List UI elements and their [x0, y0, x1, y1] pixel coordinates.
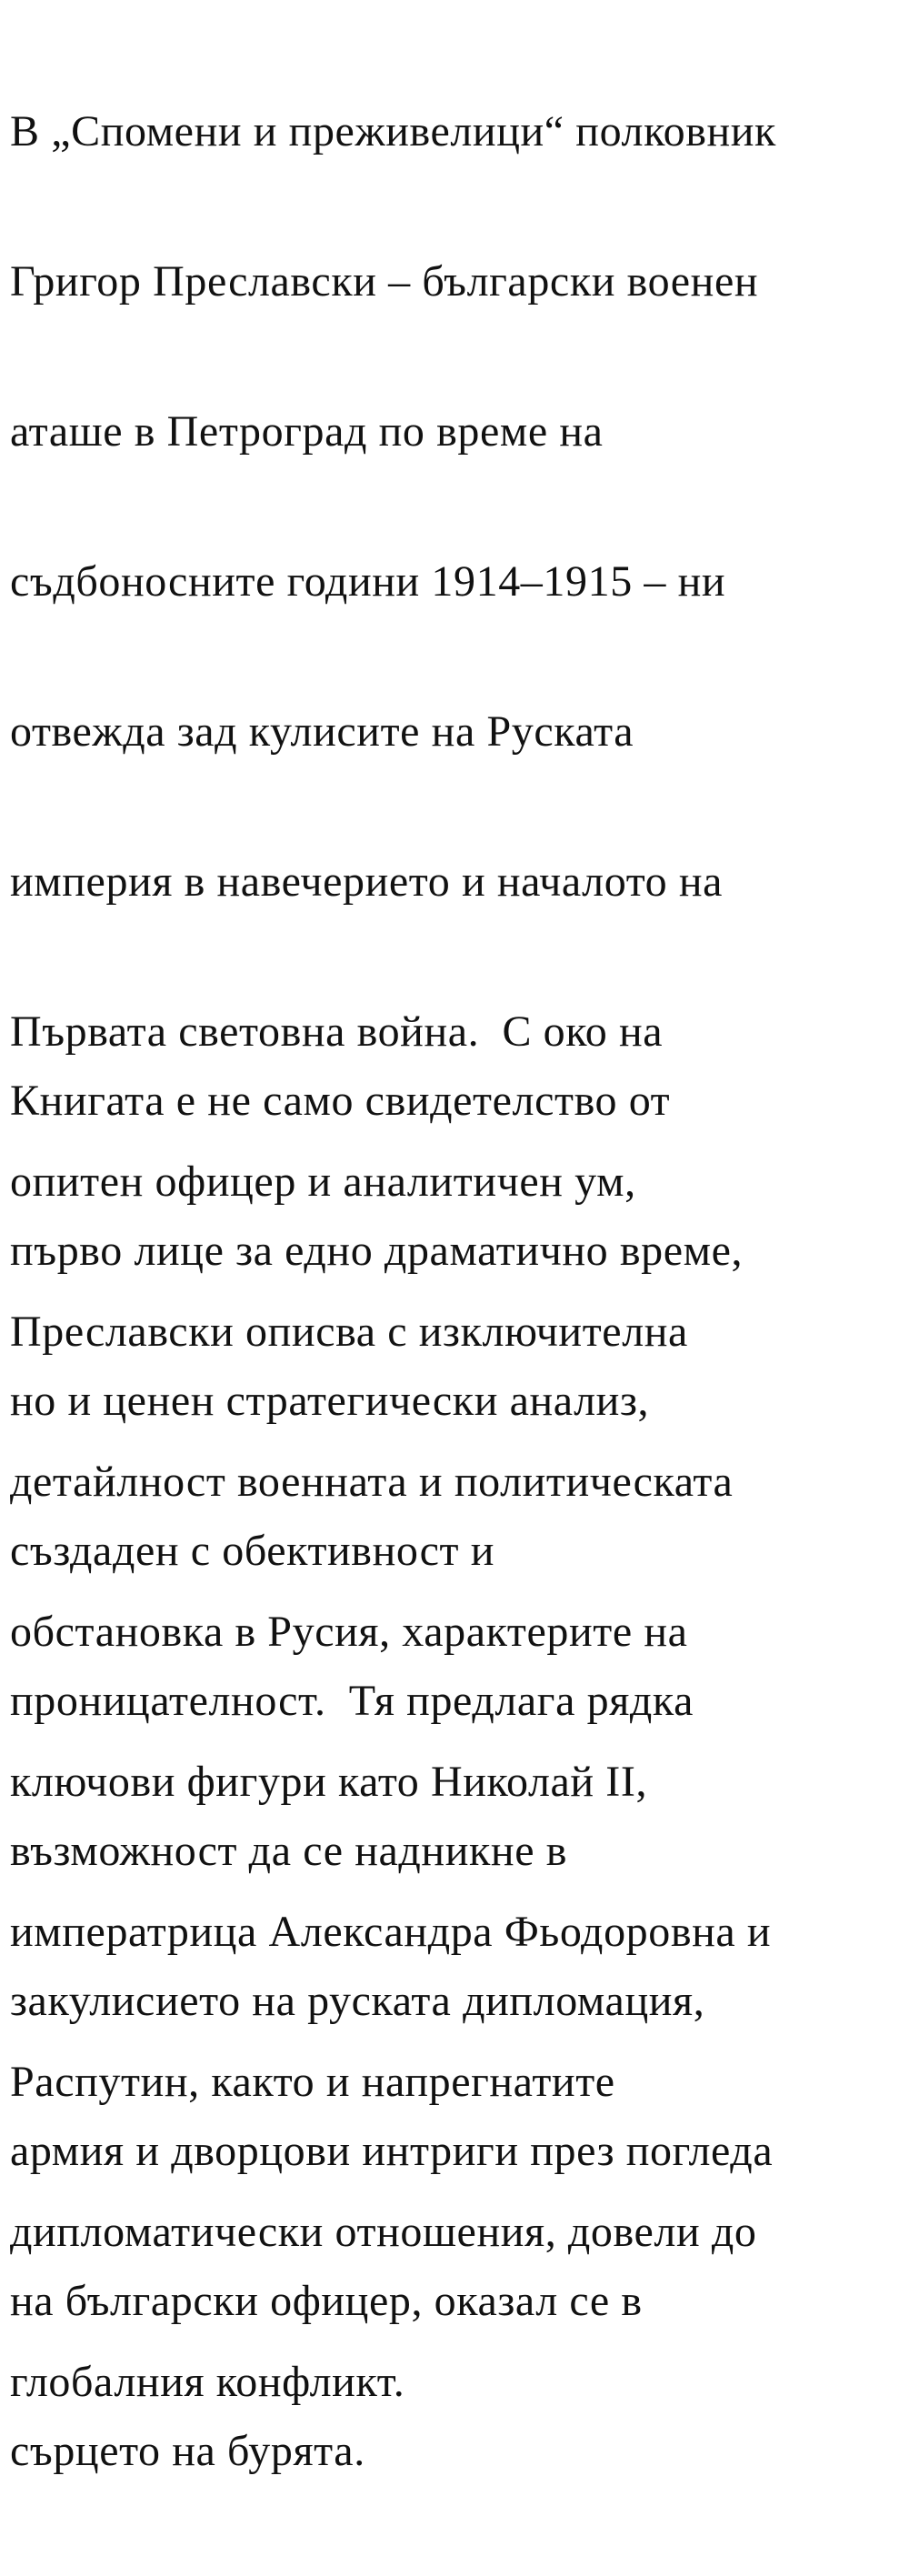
text-line: детайлност военната и политическата [10, 1458, 734, 1506]
text-line: отвежда зад кулисите на Руската [10, 707, 634, 756]
text-line: обстановка в Русия, характерите на [10, 1608, 688, 1656]
text-line: първо лице за едно драматично време, [10, 1227, 744, 1275]
text-line: ключови фигури като Николай II, [10, 1758, 648, 1806]
text-line: съдбоносните години 1914–1915 – ни [10, 557, 726, 606]
text-line: глобалния конфликт. [10, 2358, 405, 2406]
text-line: императрица Александра Фьодоровна и [10, 1908, 772, 1956]
text-line: империя в навечерието и началото на [10, 857, 724, 906]
text-line: опитен офицер и аналитичен ум, [10, 1158, 636, 1206]
text-line: на български офицер, оказал се в [10, 2277, 643, 2325]
text-line: Преславски описва с изключителна [10, 1308, 688, 1356]
text-line: проницателност. Тя предлага рядка [10, 1677, 694, 1725]
text-line: армия и дворцови интриги през погледа [10, 2127, 774, 2175]
text-line: сърцето на бурята. [10, 2427, 365, 2475]
text-line: В „Спомени и преживелици“ полковник [10, 107, 776, 155]
text-line: създаден с обективност и [10, 1527, 495, 1575]
text-line: дипломатически отношения, довели до [10, 2208, 757, 2256]
text-line: но и ценен стратегически анализ, [10, 1377, 650, 1425]
text-line: Първата световна война. С око на [10, 1007, 664, 1056]
paragraph-2 [10, 976, 773, 2576]
text-line: Григор Преславски – български военен [10, 257, 759, 306]
text-line: закулисието на руската дипломация, [10, 1977, 705, 2025]
text-line: Книгата е не само свидетелство от [10, 1077, 671, 1125]
text-line: аташе в Петроград по време на [10, 407, 604, 456]
text-line: възможност да се надникне в [10, 1827, 567, 1875]
text-line: Распутин, както и напрегнатите [10, 2058, 615, 2106]
